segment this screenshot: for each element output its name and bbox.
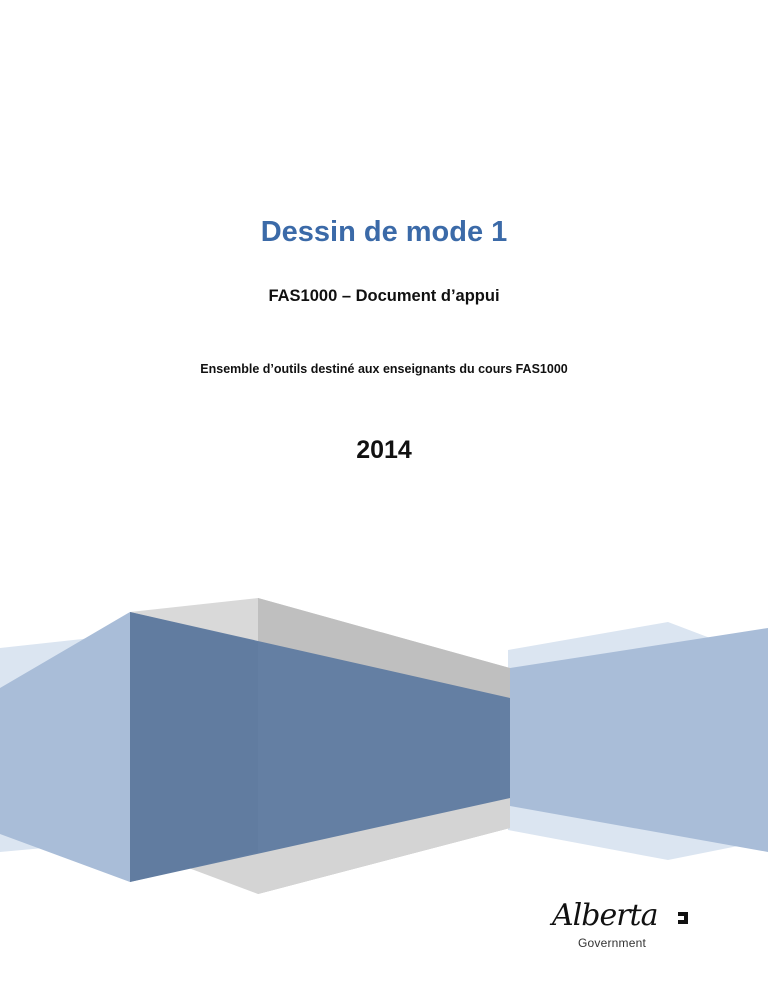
cover-graphic (0, 590, 768, 900)
document-description: Ensemble d’outils destiné aux enseignants du cours FAS1000 (200, 362, 568, 376)
alberta-wordmark: Alberta (552, 898, 658, 933)
alberta-mark-icon (678, 912, 688, 924)
document-title: Dessin de mode 1 (260, 216, 508, 248)
government-label: Government (578, 936, 647, 950)
document-subtitle: FAS1000 – Document d’appui (268, 287, 500, 305)
dark-blue-shade (130, 612, 258, 882)
alberta-government-logo (552, 898, 692, 958)
document-year: 2014 (356, 436, 412, 464)
